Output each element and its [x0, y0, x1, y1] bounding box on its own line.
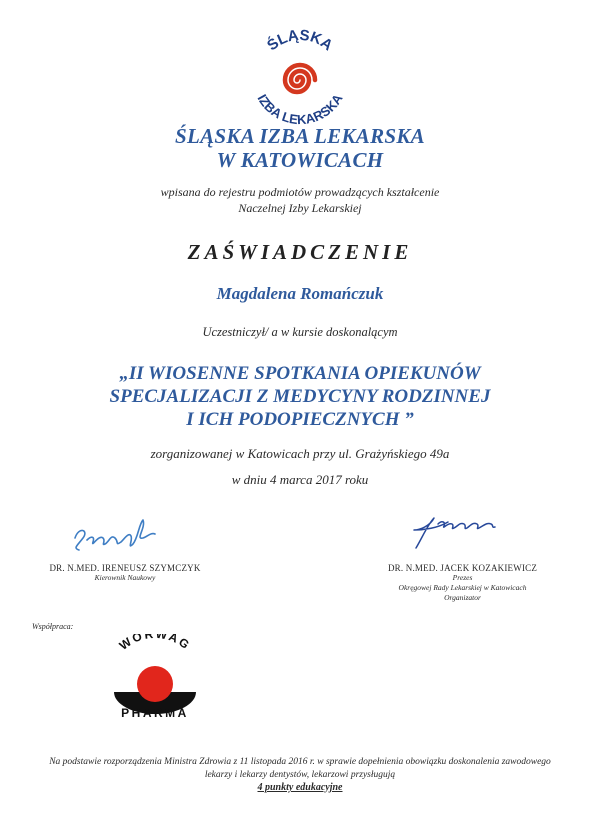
recipient-name: Magdalena Romańczuk	[216, 284, 384, 303]
partner-logo-subtitle: PHARMA	[121, 706, 189, 720]
legal-line2: lekarzy i lekarzy dentystów, lekarzowi przysługują	[204, 770, 396, 780]
cooperation-label: Współpraca:	[32, 622, 74, 631]
participation-text: Uczestniczył/ a w kursie doskonalącym	[202, 325, 398, 339]
signatory-right-role1: Prezes	[452, 573, 473, 582]
logo-arc-top: ŚLĄSKA	[264, 26, 336, 55]
signatory-right-name: DR. N.MED. JACEK KOZAKIEWICZ	[387, 563, 538, 573]
organization-name	[0, 124, 600, 172]
date-text: w dniu 4 marca 2017 roku	[231, 472, 369, 487]
signatory-right-role3: Organizator	[444, 593, 481, 602]
registry-note	[0, 184, 600, 216]
legal-line1: Na podstawie rozporządzenia Ministra Zdrowia z 11 listopada 2016 r. w sprawie dopełnienia obowiązku doskonalenia zawodowego	[49, 757, 551, 767]
venue-text: zorganizowanej w Katowicach przy ul. Grażyńskiego 49a	[150, 446, 450, 461]
signature-right-handwriting	[398, 504, 528, 556]
partner-logo-arc-text: WÖRWAG	[116, 634, 194, 653]
signatory-left-name: DR. N.MED. IRENEUSZ SZYMCZYK	[49, 563, 201, 573]
signature-block-right	[350, 504, 575, 603]
education-points: 4 punkty edukacyjne	[257, 782, 343, 793]
document-title: ZAŚWIADCZENIE	[187, 240, 413, 264]
registry-line2: Naczelnej Izby Lekarskiej	[238, 201, 362, 215]
course-title	[0, 362, 600, 431]
signatory-left-role: Kierownik Naukowy	[94, 573, 156, 582]
course-title-line1: „II WIOSENNE SPOTKANIA OPIEKUNÓW	[119, 363, 481, 384]
chamber-logo	[238, 18, 362, 134]
logo-arc-bottom: IZBA LEKARSKA	[254, 91, 346, 128]
spiral-icon	[285, 65, 315, 92]
partner-logo-red-circle	[137, 666, 173, 702]
signature-left-handwriting	[65, 508, 185, 556]
organization-name-line2: W KATOWICACH	[216, 148, 384, 172]
course-title-line2: SPECJALIZACJI Z MEDYCYNY RODZINNEJ	[109, 386, 491, 407]
registry-line1: wpisana do rejestru podmiotów prowadzących kształcenie	[160, 185, 440, 199]
signatory-right-role2: Okręgowej Rady Lekarskiej w Katowicach	[398, 583, 527, 592]
legal-basis-text	[0, 756, 600, 782]
signature-block-left	[20, 508, 230, 583]
course-title-line3: I ICH PODOPIECZNYCH ”	[186, 409, 414, 430]
organization-name-line1: ŚLĄSKA IZBA LEKARSKA	[175, 124, 425, 148]
